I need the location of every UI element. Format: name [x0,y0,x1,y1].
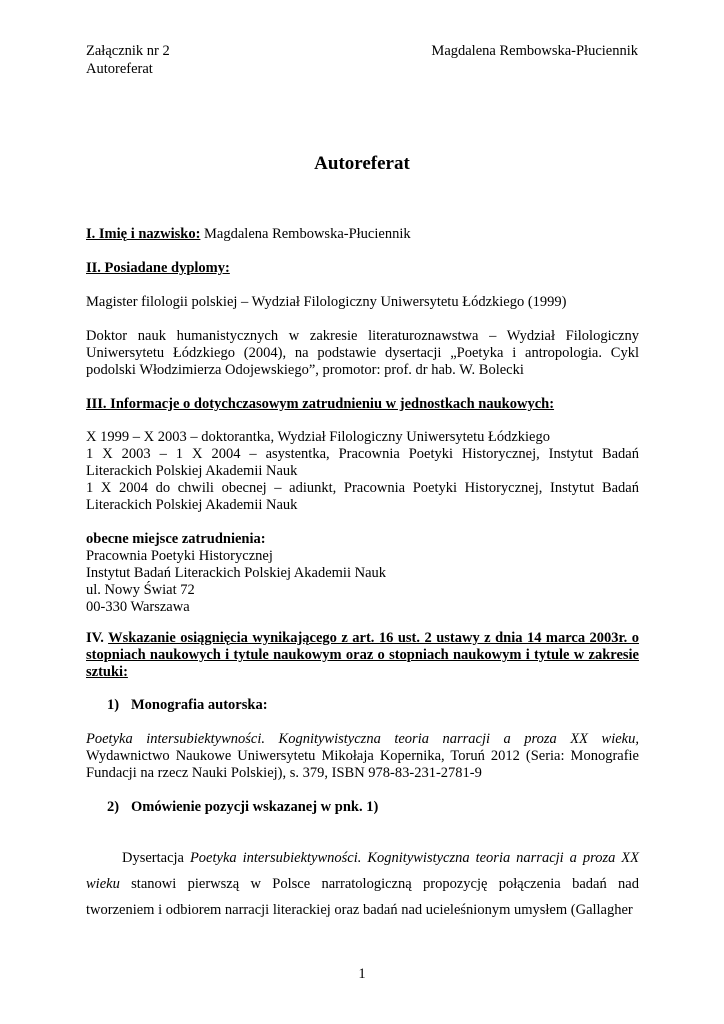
list-number: 1) [107,697,120,713]
employment-list [86,429,639,514]
list-item-monograph [107,697,268,714]
discussion-start: Dysertacja [122,850,190,866]
section-achievement-heading [86,630,639,681]
employment-item: 1 X 2003 – 1 X 2004 – asystentka, Pracownia Poetyki Historycznej, Instytut Badań Literackich Polskiej Akademii Nauk [86,446,639,479]
employment-item: X 1999 – X 2003 – doktorantka, Wydział Filologiczny Uniwersytetu Łódzkiego [86,429,550,445]
diploma-doctor: Doktor nauk humanistycznych w zakresie literaturoznawstwa – Wydział Filologiczny Uniwersytetu Łódzkiego (2004), na podstawie dysertacji „Poetyka i antropologia. Cykl podolski Włodzimierza Odojewskiego”, promotor: prof. dr hab. W. Bolecki [86,328,639,378]
list-number: 2) [107,799,120,815]
header-doc-type: Autoreferat [86,61,153,77]
current-employment-line: Pracownia Poetyki Historycznej [86,548,273,564]
header-author: Magdalena Rembowska-Płuciennik [431,43,638,59]
page-number: 1 [358,966,366,982]
list-title: Monografia autorska: [131,697,268,713]
current-employment-line: 00-330 Warszawa [86,599,190,615]
monograph-details: Wydawnictwo Naukowe Uniwersytetu Mikołaja Kopernika, Toruń 2012 (Seria: Monografie Fundacji na rzecz Nauki Polskiej), s. 379, ISBN 978-83-231-2781-9 [86,748,639,781]
current-employment-line: ul. Nowy Świat 72 [86,582,195,598]
diploma-master: Magister filologii polskiej – Wydział Filologiczny Uniwersytetu Łódzkiego (1999) [86,294,567,310]
current-employment-label: obecne miejsce zatrudnienia: [86,531,266,547]
header-left [86,42,170,78]
list-title: Omówienie pozycji wskazanej w pnk. 1) [131,799,379,815]
discussion-paragraph [86,845,639,923]
monograph-citation [86,731,639,782]
page-title: Autoreferat [314,153,410,174]
discussion-text: stanowi pierwszą w Polsce narratologiczną propozycję połączenia badań nad tworzeniem i odbiorem narracji literackiej oraz badań nad ucieleśnionym umysłem (Gallagher [86,876,639,918]
section-employment-heading: III. Informacje o dotychczasowym zatrudnieniu w jednostkach naukowych: [86,396,555,412]
section-achievement-prefix: IV. [86,630,109,646]
current-employment [86,531,639,616]
current-employment-line: Instytut Badań Literackich Polskiej Akademii Nauk [86,565,387,581]
list-item-discussion [107,799,378,816]
section-achievement-label: Wskazanie osiągnięcia wynikającego z art. 16 ust. 2 ustawy z dnia 14 marca 2003r. o stopniach naukowych i tytule naukowym oraz o stopniach naukowym i tytule w zakresie sztuki: [86,630,640,680]
employment-item: 1 X 2004 do chwili obecnej – adiunkt, Pracownia Poetyki Historycznej, Instytut Badań Literackich Polskiej Akademii Nauk [86,480,639,513]
section-name [86,226,639,243]
section-name-value: Magdalena Rembowska-Płuciennik [200,226,411,242]
section-diplomas-heading: II. Posiadane dyplomy: [86,260,230,276]
discussion-title: Poetyka intersubiektywności. Kognitywistyczna teoria narracji a proza XX wieku [86,850,639,892]
header-attachment: Załącznik nr 2 [86,43,170,59]
monograph-title: Poetyka intersubiektywności. Kognitywistyczna teoria narracji a proza XX wieku, [86,731,639,747]
section-name-label: I. Imię i nazwisko: [86,226,201,242]
